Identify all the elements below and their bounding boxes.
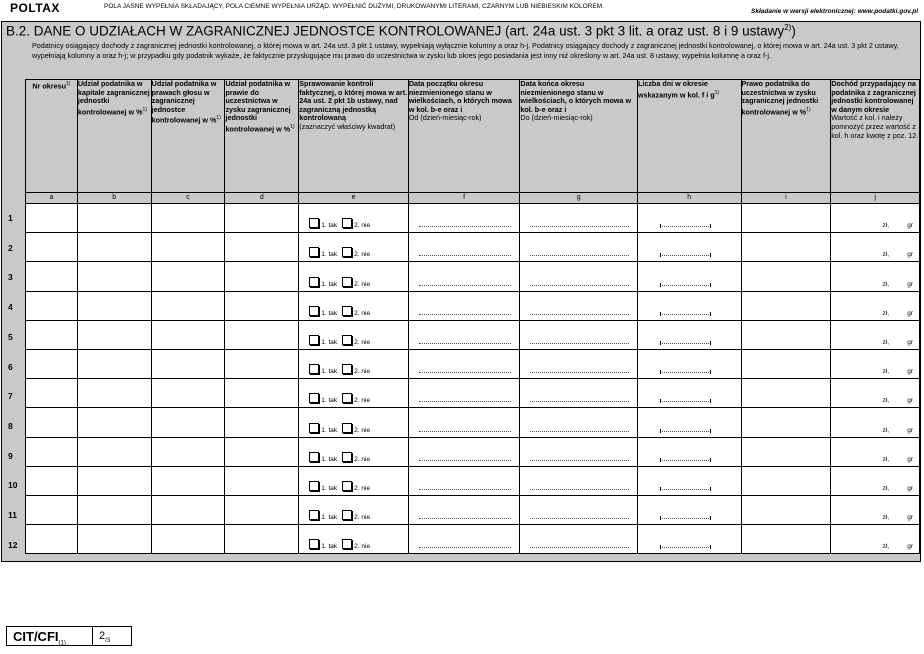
cell-a[interactable] bbox=[26, 408, 78, 437]
column-header-g: Data końca okresu niezmienionego stanu w wielkościach, o których mowa w kol. b-e oraz i Do (dzień-miesiąc-rok) bbox=[520, 80, 638, 193]
cell-h[interactable] bbox=[637, 495, 741, 524]
page-number: $2_{/3}$ bbox=[99, 630, 111, 645]
cell-c[interactable] bbox=[151, 262, 225, 291]
column-letter-g: g bbox=[520, 193, 638, 204]
table-row bbox=[26, 349, 920, 378]
option-yes-label: 1. tak bbox=[321, 251, 338, 259]
row-number: 12 bbox=[8, 539, 18, 550]
row-number: 10 bbox=[8, 480, 18, 491]
section-intro: Podatnicy osiągający dochody z zagranicznej jednostki kontrolowanej, o której mowa w art. 24a ust. 3 pkt 1 ustawy, wypełniają wyłącznie kolumny a oraz h-j. Podatnicy osiągający dochody z zagranicznej jednostki kontrolowanej, o której mowa w art. 24a ust. 3 pkt 2 ustawy, wypełniają kolumny a oraz h-j; w przypadku gdy podatnik wykaże, że faktycznie przysługujące mu prawo do uczestnictwa w zysku lub okres jego posiadania jest inny niż określony w art. 24a ust. 8 ustawy, wypełnia kolumnę a oraz f-j. bbox=[32, 41, 899, 60]
cell-i[interactable] bbox=[741, 262, 831, 291]
days-field[interactable] bbox=[660, 372, 711, 373]
days-field[interactable] bbox=[660, 401, 711, 402]
column-letter-f: f bbox=[408, 193, 520, 204]
cell-j[interactable] bbox=[831, 204, 920, 233]
option-yes-label: 1. tak bbox=[321, 514, 338, 522]
cell-g[interactable] bbox=[520, 291, 638, 320]
cell-g[interactable] bbox=[520, 233, 638, 262]
currency-gr-label: gr bbox=[907, 368, 913, 376]
currency-gr-label: gr bbox=[907, 338, 913, 346]
option-yes-label: 1. tak bbox=[321, 280, 338, 288]
cell-c[interactable] bbox=[151, 233, 225, 262]
date-field[interactable] bbox=[419, 372, 512, 373]
checkbox-no[interactable] bbox=[342, 452, 352, 462]
fill-instructions: POLA JASNE WYPEŁNIA SKŁADAJĄCY, POLA CIEMNE WYPEŁNIA URZĄD. WYPEŁNIĆ DUŻYMI, DRUKOWANYMI LITERAMI, CZARNYM LUB NIEBIESKIM KOLOREM. bbox=[104, 3, 604, 10]
cell-e[interactable] bbox=[299, 379, 409, 408]
days-field[interactable] bbox=[660, 460, 711, 461]
cell-h[interactable] bbox=[637, 291, 741, 320]
cell-a[interactable] bbox=[26, 437, 78, 466]
option-no-label: 2. nie bbox=[354, 543, 371, 551]
currency-zl-label: zł, bbox=[882, 397, 889, 405]
cell-i[interactable] bbox=[741, 408, 831, 437]
checkbox-no[interactable] bbox=[342, 306, 352, 316]
cell-g[interactable] bbox=[520, 204, 638, 233]
cell-c[interactable] bbox=[151, 466, 225, 495]
currency-gr-label: gr bbox=[907, 455, 913, 463]
date-field[interactable] bbox=[419, 255, 512, 256]
column-letter-h: h bbox=[637, 193, 741, 204]
days-field[interactable] bbox=[660, 343, 711, 344]
cell-h[interactable] bbox=[637, 525, 741, 554]
cell-g[interactable] bbox=[520, 379, 638, 408]
cell-j[interactable] bbox=[831, 320, 920, 349]
cell-i[interactable] bbox=[741, 525, 831, 554]
currency-zl-label: zł, bbox=[882, 338, 889, 346]
table-row bbox=[26, 320, 920, 349]
row-number: 1 bbox=[8, 213, 13, 223]
row-number: 4 bbox=[8, 302, 13, 313]
cell-j[interactable] bbox=[831, 466, 920, 495]
cell-e[interactable] bbox=[299, 262, 409, 291]
cell-d[interactable] bbox=[225, 379, 299, 408]
cell-e[interactable] bbox=[299, 437, 409, 466]
checkbox-yes[interactable] bbox=[309, 393, 319, 403]
row-number: 5 bbox=[8, 331, 13, 342]
cell-c[interactable] bbox=[151, 525, 225, 554]
table-row bbox=[26, 408, 920, 437]
currency-zl-label: zł, bbox=[882, 484, 889, 492]
column-letter-j: j bbox=[831, 193, 920, 204]
cell-d[interactable] bbox=[225, 204, 299, 233]
date-field[interactable] bbox=[530, 518, 629, 519]
option-yes-label: 1. tak bbox=[321, 368, 338, 376]
checkbox-no[interactable] bbox=[342, 423, 352, 433]
currency-gr-label: gr bbox=[907, 309, 913, 317]
cell-h[interactable] bbox=[637, 262, 741, 291]
cell-d[interactable] bbox=[225, 408, 299, 437]
cell-i[interactable] bbox=[741, 291, 831, 320]
date-field[interactable] bbox=[530, 372, 629, 373]
currency-gr-label: gr bbox=[907, 484, 913, 492]
option-no-label: 2. nie bbox=[354, 484, 371, 492]
option-no-label: 2. nie bbox=[354, 251, 371, 259]
cell-f[interactable] bbox=[408, 291, 520, 320]
cell-a[interactable] bbox=[26, 495, 78, 524]
currency-gr-label: gr bbox=[907, 280, 913, 288]
days-field[interactable] bbox=[660, 314, 711, 315]
checkbox-yes[interactable] bbox=[309, 218, 319, 228]
column-header-d: Udział podatnika w prawie do uczestnictwa w zysku zagranicznej jednostki kontrolowanej w %$^{1)}$ bbox=[225, 80, 299, 193]
cell-j[interactable] bbox=[831, 525, 920, 554]
currency-zl-label: zł, bbox=[882, 222, 889, 230]
currency-gr-label: gr bbox=[907, 397, 913, 405]
cell-b[interactable] bbox=[77, 204, 151, 233]
cell-f[interactable] bbox=[408, 320, 520, 349]
cell-d[interactable] bbox=[225, 320, 299, 349]
currency-gr-label: gr bbox=[907, 251, 913, 259]
cell-i[interactable] bbox=[741, 495, 831, 524]
days-field[interactable] bbox=[660, 518, 711, 519]
cell-h[interactable] bbox=[637, 204, 741, 233]
brand-label: POLTAX bbox=[10, 1, 60, 15]
cell-f[interactable] bbox=[408, 262, 520, 291]
cell-f[interactable] bbox=[408, 437, 520, 466]
date-field[interactable] bbox=[419, 285, 512, 286]
date-field[interactable] bbox=[530, 226, 629, 227]
row-number: 3 bbox=[8, 272, 13, 283]
cell-g[interactable] bbox=[520, 525, 638, 554]
column-header-h: Liczba dni w okresie wskazanym w kol. f i $g^{1)}$ bbox=[637, 80, 741, 193]
cell-g[interactable] bbox=[520, 349, 638, 378]
cell-h[interactable] bbox=[637, 320, 741, 349]
checkbox-no[interactable] bbox=[342, 481, 352, 491]
currency-gr-label: gr bbox=[907, 543, 913, 551]
cell-b[interactable] bbox=[77, 408, 151, 437]
checkbox-no[interactable] bbox=[342, 335, 352, 345]
cell-a[interactable] bbox=[26, 466, 78, 495]
cell-c[interactable] bbox=[151, 495, 225, 524]
currency-gr-label: gr bbox=[907, 426, 913, 434]
checkbox-no[interactable] bbox=[342, 393, 352, 403]
date-field[interactable] bbox=[530, 431, 629, 432]
column-letter-a: a bbox=[26, 193, 78, 204]
cell-e[interactable] bbox=[299, 320, 409, 349]
option-yes-label: 1. tak bbox=[321, 426, 338, 434]
row-number: 9 bbox=[8, 450, 13, 461]
cell-a[interactable] bbox=[26, 204, 78, 233]
cell-a[interactable] bbox=[26, 320, 78, 349]
currency-zl-label: zł, bbox=[882, 514, 889, 522]
cell-c[interactable] bbox=[151, 291, 225, 320]
top-bar bbox=[0, 0, 924, 18]
table-row bbox=[26, 525, 920, 554]
checkbox-yes[interactable] bbox=[309, 335, 319, 345]
section-b2 bbox=[1, 21, 921, 562]
cell-i[interactable] bbox=[741, 204, 831, 233]
option-yes-label: 1. tak bbox=[321, 338, 338, 346]
cell-b[interactable] bbox=[77, 291, 151, 320]
cell-d[interactable] bbox=[225, 466, 299, 495]
date-field[interactable] bbox=[419, 518, 512, 519]
cell-g[interactable] bbox=[520, 466, 638, 495]
cell-e[interactable] bbox=[299, 233, 409, 262]
date-field[interactable] bbox=[419, 431, 512, 432]
cell-b[interactable] bbox=[77, 437, 151, 466]
date-field[interactable] bbox=[419, 314, 512, 315]
cell-d[interactable] bbox=[225, 525, 299, 554]
date-field[interactable] bbox=[530, 285, 629, 286]
row-number: 8 bbox=[8, 420, 13, 431]
column-header-j: Dochód przypadający na podatnika z zagranicznej jednostki kontrolowanej w danym okresie Wartość z kol. i należy pomnożyć przez wartość z kol. h oraz kwotę z poz. 12. bbox=[831, 80, 920, 193]
days-field[interactable] bbox=[660, 431, 711, 432]
cell-g[interactable] bbox=[520, 437, 638, 466]
cell-i[interactable] bbox=[741, 320, 831, 349]
checkbox-yes[interactable] bbox=[309, 306, 319, 316]
cell-c[interactable] bbox=[151, 379, 225, 408]
row-number: 11 bbox=[8, 510, 17, 520]
cell-a[interactable] bbox=[26, 291, 78, 320]
table-row bbox=[26, 437, 920, 466]
cell-d[interactable] bbox=[225, 437, 299, 466]
efiling-note: Składanie w wersji elektronicznej: www.podatki.gov.pl bbox=[751, 8, 918, 15]
cell-d[interactable] bbox=[225, 349, 299, 378]
date-field[interactable] bbox=[419, 460, 512, 461]
cell-h[interactable] bbox=[637, 466, 741, 495]
cell-h[interactable] bbox=[637, 233, 741, 262]
cell-a[interactable] bbox=[26, 349, 78, 378]
cell-i[interactable] bbox=[741, 466, 831, 495]
cell-e[interactable] bbox=[299, 349, 409, 378]
column-letter-d: d bbox=[225, 193, 299, 204]
cell-f[interactable] bbox=[408, 204, 520, 233]
date-field[interactable] bbox=[530, 547, 629, 548]
option-no-label: 2. nie bbox=[354, 368, 371, 376]
option-yes-label: 1. tak bbox=[321, 222, 338, 230]
date-field[interactable] bbox=[419, 226, 512, 227]
checkbox-no[interactable] bbox=[342, 364, 352, 374]
checkbox-yes[interactable] bbox=[309, 510, 319, 520]
column-letter-b: b bbox=[77, 193, 151, 204]
column-letter-e: e bbox=[299, 193, 409, 204]
cell-c[interactable] bbox=[151, 437, 225, 466]
cell-i[interactable] bbox=[741, 437, 831, 466]
currency-zl-label: zł, bbox=[882, 455, 889, 463]
cell-a[interactable] bbox=[26, 525, 78, 554]
date-field[interactable] bbox=[419, 489, 512, 490]
cell-g[interactable] bbox=[520, 408, 638, 437]
table-row bbox=[26, 204, 920, 233]
option-no-label: 2. nie bbox=[354, 309, 371, 317]
checkbox-no[interactable] bbox=[342, 539, 352, 549]
table-row bbox=[26, 291, 920, 320]
option-yes-label: 1. tak bbox=[321, 397, 338, 405]
cell-d[interactable] bbox=[225, 495, 299, 524]
checkbox-yes[interactable] bbox=[309, 423, 319, 433]
cell-f[interactable] bbox=[408, 495, 520, 524]
date-field[interactable] bbox=[530, 460, 629, 461]
currency-zl-label: zł, bbox=[882, 280, 889, 288]
currency-gr-label: gr bbox=[907, 514, 913, 522]
days-field[interactable] bbox=[660, 255, 711, 256]
column-header-e: Sprawowanie kontroli faktycznej, o której mowa w art. 24a ust. 2 pkt 1b ustawy, nad zagraniczną jednostką kontrolowaną (zaznaczyć właściwy kwadrat) bbox=[299, 80, 409, 193]
cell-h[interactable] bbox=[637, 408, 741, 437]
checkbox-yes[interactable] bbox=[309, 277, 319, 287]
cell-g[interactable] bbox=[520, 262, 638, 291]
cell-c[interactable] bbox=[151, 408, 225, 437]
checkbox-yes[interactable] bbox=[309, 539, 319, 549]
option-no-label: 2. nie bbox=[354, 514, 371, 522]
days-field[interactable] bbox=[660, 547, 711, 548]
cell-h[interactable] bbox=[637, 349, 741, 378]
row-number: 7 bbox=[8, 391, 13, 402]
cell-e[interactable] bbox=[299, 495, 409, 524]
cell-j[interactable] bbox=[831, 495, 920, 524]
checkbox-no[interactable] bbox=[342, 510, 352, 520]
cell-b[interactable] bbox=[77, 233, 151, 262]
cell-f[interactable] bbox=[408, 233, 520, 262]
row-number: 2 bbox=[8, 242, 13, 253]
option-no-label: 2. nie bbox=[354, 455, 371, 463]
cell-i[interactable] bbox=[741, 233, 831, 262]
cell-b[interactable] bbox=[77, 320, 151, 349]
cell-j[interactable] bbox=[831, 291, 920, 320]
cell-f[interactable] bbox=[408, 408, 520, 437]
checkbox-no[interactable] bbox=[342, 277, 352, 287]
days-field[interactable] bbox=[660, 226, 711, 227]
currency-zl-label: zł, bbox=[882, 426, 889, 434]
column-header-a: Nr okresu$^{1)}$ bbox=[26, 80, 78, 193]
cell-e[interactable] bbox=[299, 466, 409, 495]
cell-b[interactable] bbox=[77, 262, 151, 291]
cell-c[interactable] bbox=[151, 204, 225, 233]
cell-j[interactable] bbox=[831, 437, 920, 466]
row-number: 6 bbox=[8, 361, 13, 372]
column-header-i: Prawo podatnika do uczestnictwa w zysku zagranicznej jednostki kontrolowanej w %$^{1)}$ bbox=[741, 80, 831, 193]
table-row bbox=[26, 495, 920, 524]
checkbox-yes[interactable] bbox=[309, 247, 319, 257]
table-row bbox=[26, 379, 920, 408]
cell-h[interactable] bbox=[637, 379, 741, 408]
section-title: B.2. DANE O UDZIAŁACH W ZAGRANICZNEJ JEDNOSTCE KONTROLOWANEJ (art. 24a ust. 3 pkt 3 lit. a oraz ust. 8 i 9 ustawy$^{2)}$) bbox=[6, 23, 796, 39]
cell-f[interactable] bbox=[408, 379, 520, 408]
option-yes-label: 1. tak bbox=[321, 543, 338, 551]
cell-e[interactable] bbox=[299, 408, 409, 437]
cell-a[interactable] bbox=[26, 379, 78, 408]
option-no-label: 2. nie bbox=[354, 280, 371, 288]
cell-c[interactable] bbox=[151, 349, 225, 378]
date-field[interactable] bbox=[530, 343, 629, 344]
cell-d[interactable] bbox=[225, 291, 299, 320]
option-yes-label: 1. tak bbox=[321, 484, 338, 492]
checkbox-no[interactable] bbox=[342, 247, 352, 257]
checkbox-yes[interactable] bbox=[309, 452, 319, 462]
currency-zl-label: zł, bbox=[882, 543, 889, 551]
cell-j[interactable] bbox=[831, 349, 920, 378]
cfc-shares-table bbox=[25, 79, 920, 554]
currency-gr-label: gr bbox=[907, 222, 913, 230]
checkbox-yes[interactable] bbox=[309, 481, 319, 491]
cell-h[interactable] bbox=[637, 437, 741, 466]
form-code: CIT/$CFI_{(1)}$ bbox=[7, 627, 93, 645]
cell-b[interactable] bbox=[77, 349, 151, 378]
date-field[interactable] bbox=[530, 314, 629, 315]
cell-j[interactable] bbox=[831, 408, 920, 437]
cell-i[interactable] bbox=[741, 379, 831, 408]
cell-j[interactable] bbox=[831, 379, 920, 408]
cell-b[interactable] bbox=[77, 495, 151, 524]
column-header-c: Udział podatnika w prawach głosu w zagranicznej jednostce kontrolowanej w %$^{1)}$ bbox=[151, 80, 225, 193]
option-no-label: 2. nie bbox=[354, 397, 371, 405]
date-field[interactable] bbox=[419, 343, 512, 344]
cell-f[interactable] bbox=[408, 349, 520, 378]
option-yes-label: 1. tak bbox=[321, 309, 338, 317]
cell-g[interactable] bbox=[520, 320, 638, 349]
table-row bbox=[26, 262, 920, 291]
days-field[interactable] bbox=[660, 285, 711, 286]
option-no-label: 2. nie bbox=[354, 222, 371, 230]
option-no-label: 2. nie bbox=[354, 426, 371, 434]
cell-a[interactable] bbox=[26, 233, 78, 262]
currency-zl-label: zł, bbox=[882, 368, 889, 376]
column-header-b: Udział podatnika w kapitale zagranicznej jednostki kontrolowanej w %$^{1)}$ bbox=[77, 80, 151, 193]
cell-b[interactable] bbox=[77, 525, 151, 554]
column-letter-i: i bbox=[741, 193, 831, 204]
option-yes-label: 1. tak bbox=[321, 455, 338, 463]
cell-d[interactable] bbox=[225, 262, 299, 291]
date-field[interactable] bbox=[530, 489, 629, 490]
date-field[interactable] bbox=[419, 547, 512, 548]
cell-e[interactable] bbox=[299, 525, 409, 554]
option-no-label: 2. nie bbox=[354, 338, 371, 346]
table-row bbox=[26, 233, 920, 262]
cell-i[interactable] bbox=[741, 349, 831, 378]
checkbox-no[interactable] bbox=[342, 218, 352, 228]
cell-g[interactable] bbox=[520, 495, 638, 524]
form-footer bbox=[6, 626, 132, 646]
date-field[interactable] bbox=[419, 401, 512, 402]
cell-f[interactable] bbox=[408, 525, 520, 554]
currency-zl-label: zł, bbox=[882, 309, 889, 317]
cell-f[interactable] bbox=[408, 466, 520, 495]
cell-a[interactable] bbox=[26, 262, 78, 291]
date-field[interactable] bbox=[530, 401, 629, 402]
days-field[interactable] bbox=[660, 489, 711, 490]
cell-d[interactable] bbox=[225, 233, 299, 262]
table-row bbox=[26, 466, 920, 495]
cell-e[interactable] bbox=[299, 204, 409, 233]
currency-zl-label: zł, bbox=[882, 251, 889, 259]
cell-j[interactable] bbox=[831, 262, 920, 291]
cell-c[interactable] bbox=[151, 320, 225, 349]
cell-b[interactable] bbox=[77, 466, 151, 495]
column-header-f: Data początku okresu niezmienionego stanu w wielkościach, o których mowa w kol. b-e oraz i Od (dzień-miesiąc-rok) bbox=[408, 80, 520, 193]
date-field[interactable] bbox=[530, 255, 629, 256]
cell-e[interactable] bbox=[299, 291, 409, 320]
checkbox-yes[interactable] bbox=[309, 364, 319, 374]
cell-b[interactable] bbox=[77, 379, 151, 408]
column-letter-c: c bbox=[151, 193, 225, 204]
cell-j[interactable] bbox=[831, 233, 920, 262]
